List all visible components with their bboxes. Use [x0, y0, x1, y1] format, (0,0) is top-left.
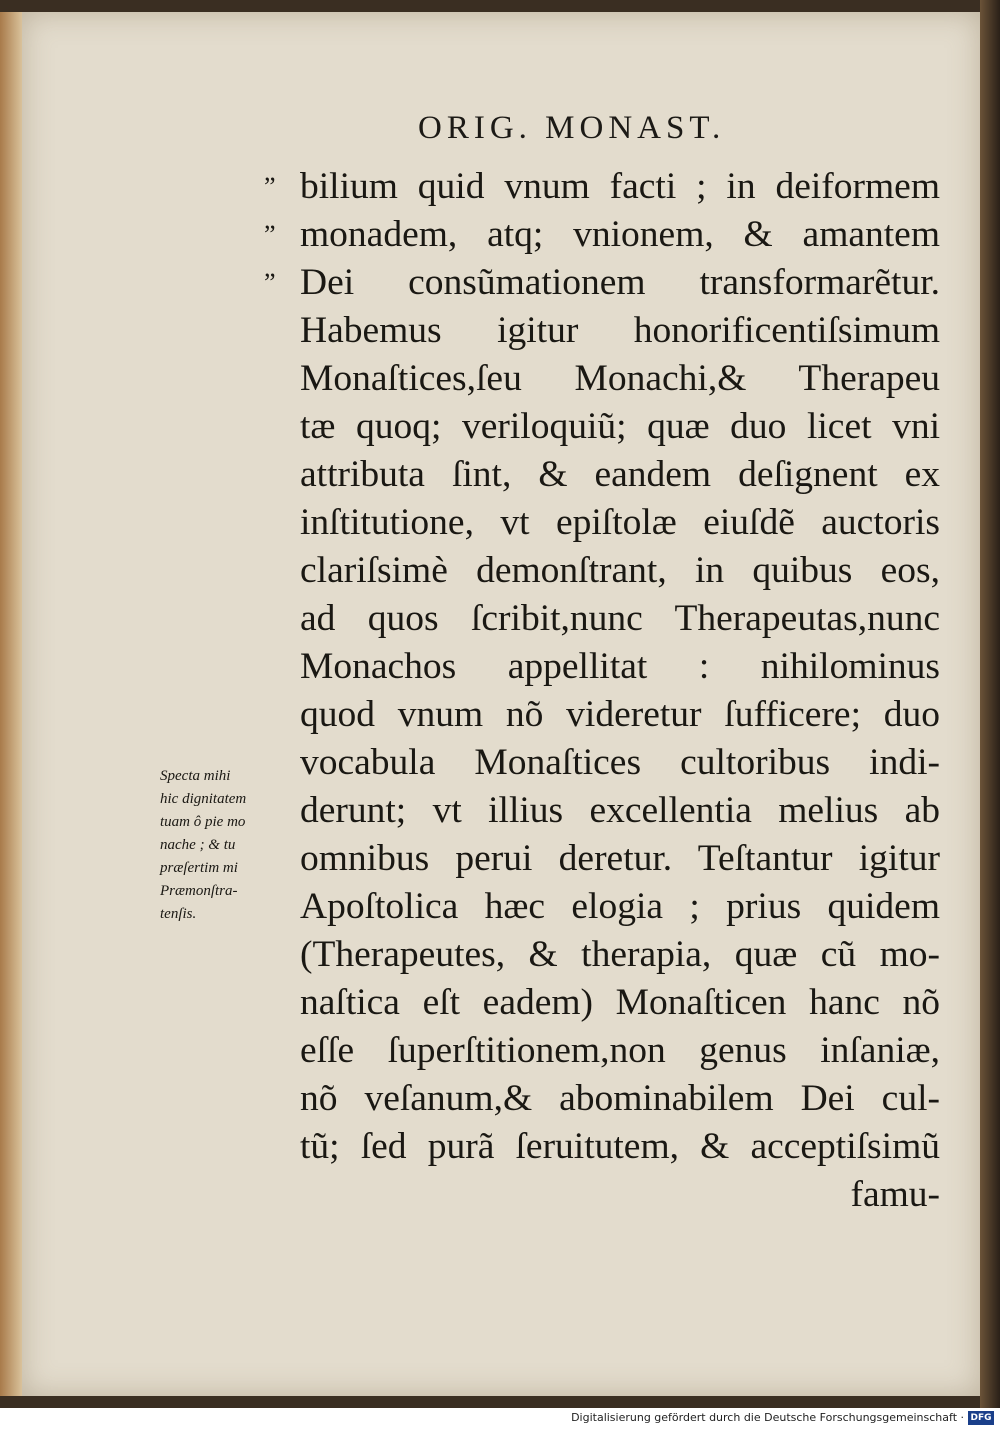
- text-line: monadem, atq; vnionem, & amantem: [300, 214, 940, 255]
- funding-credit: Digitalisierung gefördert durch die Deutsche Forschungsgemeinschaft ·: [571, 1411, 964, 1424]
- quotation-mark: ”: [264, 172, 276, 201]
- marginal-note: [160, 765, 290, 926]
- text-line: Dei consũmationem transformarẽtur.: [300, 262, 940, 303]
- marginal-note-line: hic dignitatem: [160, 791, 247, 807]
- page-right-edge: [980, 0, 1000, 1408]
- text-line: quod vnum nõ videretur ſufficere; duo: [300, 694, 940, 735]
- marginal-note-line: tuam ô pie mo: [160, 814, 246, 830]
- text-line: Apoſtolica hæc elogia ; prius quidem: [300, 886, 940, 927]
- marginal-note-line: præſertim mi: [160, 860, 238, 876]
- text-line: inſtitutione, vt epiſtolæ eiuſdẽ auctoris: [300, 502, 940, 543]
- text-line: tũ; ſed purã ſeruitutem, & acceptiſsimũ: [300, 1126, 940, 1167]
- quotation-mark: ”: [264, 220, 276, 249]
- text-line: vocabula Monaſtices cultoribus indi-: [300, 742, 940, 783]
- text-line: Habemus igitur honorificentiſsimum: [300, 310, 940, 351]
- text-line: nõ veſanum,& abominabilem Dei cul-: [300, 1078, 940, 1119]
- text-line: bilium quid vnum facti ; in deiformem: [300, 166, 940, 207]
- quotation-mark: ”: [264, 268, 276, 297]
- marginal-note-line: nache ; & tu: [160, 837, 236, 853]
- text-line: tæ quoq; veriloquiũ; quæ duo licet vni: [300, 406, 940, 447]
- page-left-edge: [0, 12, 22, 1396]
- marginal-note-line: tenſis.: [160, 906, 197, 922]
- text-line: derunt; vt illius excellentia melius ab: [300, 790, 940, 831]
- text-line: attributa ſint, & eandem deſignent ex: [300, 454, 940, 495]
- text-line: clariſsimè demonſtrant, in quibus eos,: [300, 550, 940, 591]
- text-line: Monachos appellitat : nihilominus: [300, 646, 940, 687]
- footer-bar: [0, 1408, 1000, 1429]
- text-line: (Therapeutes, & therapia, quæ cũ mo-: [300, 934, 940, 975]
- dfg-logo-icon: DFG: [968, 1411, 994, 1425]
- marginal-note-line: Specta mihi: [160, 768, 231, 784]
- catchword: famu-: [850, 1174, 940, 1215]
- text-line: naſtica eſt eadem) Monaſticen hanc nõ: [300, 982, 940, 1023]
- text-line: omnibus perui deretur. Teſtantur igitur: [300, 838, 940, 879]
- marginal-note-line: Præmonſtra-: [160, 883, 238, 899]
- text-line: ad quos ſcribit,nunc Therapeutas,nunc: [300, 598, 940, 639]
- text-line: Monaſtices,ſeu Monachi,& Therapeu: [300, 358, 940, 399]
- text-line: eſſe ſuperſtitionem,non genus inſaniæ,: [300, 1030, 940, 1071]
- running-header: ORIG. MONAST.: [418, 110, 726, 146]
